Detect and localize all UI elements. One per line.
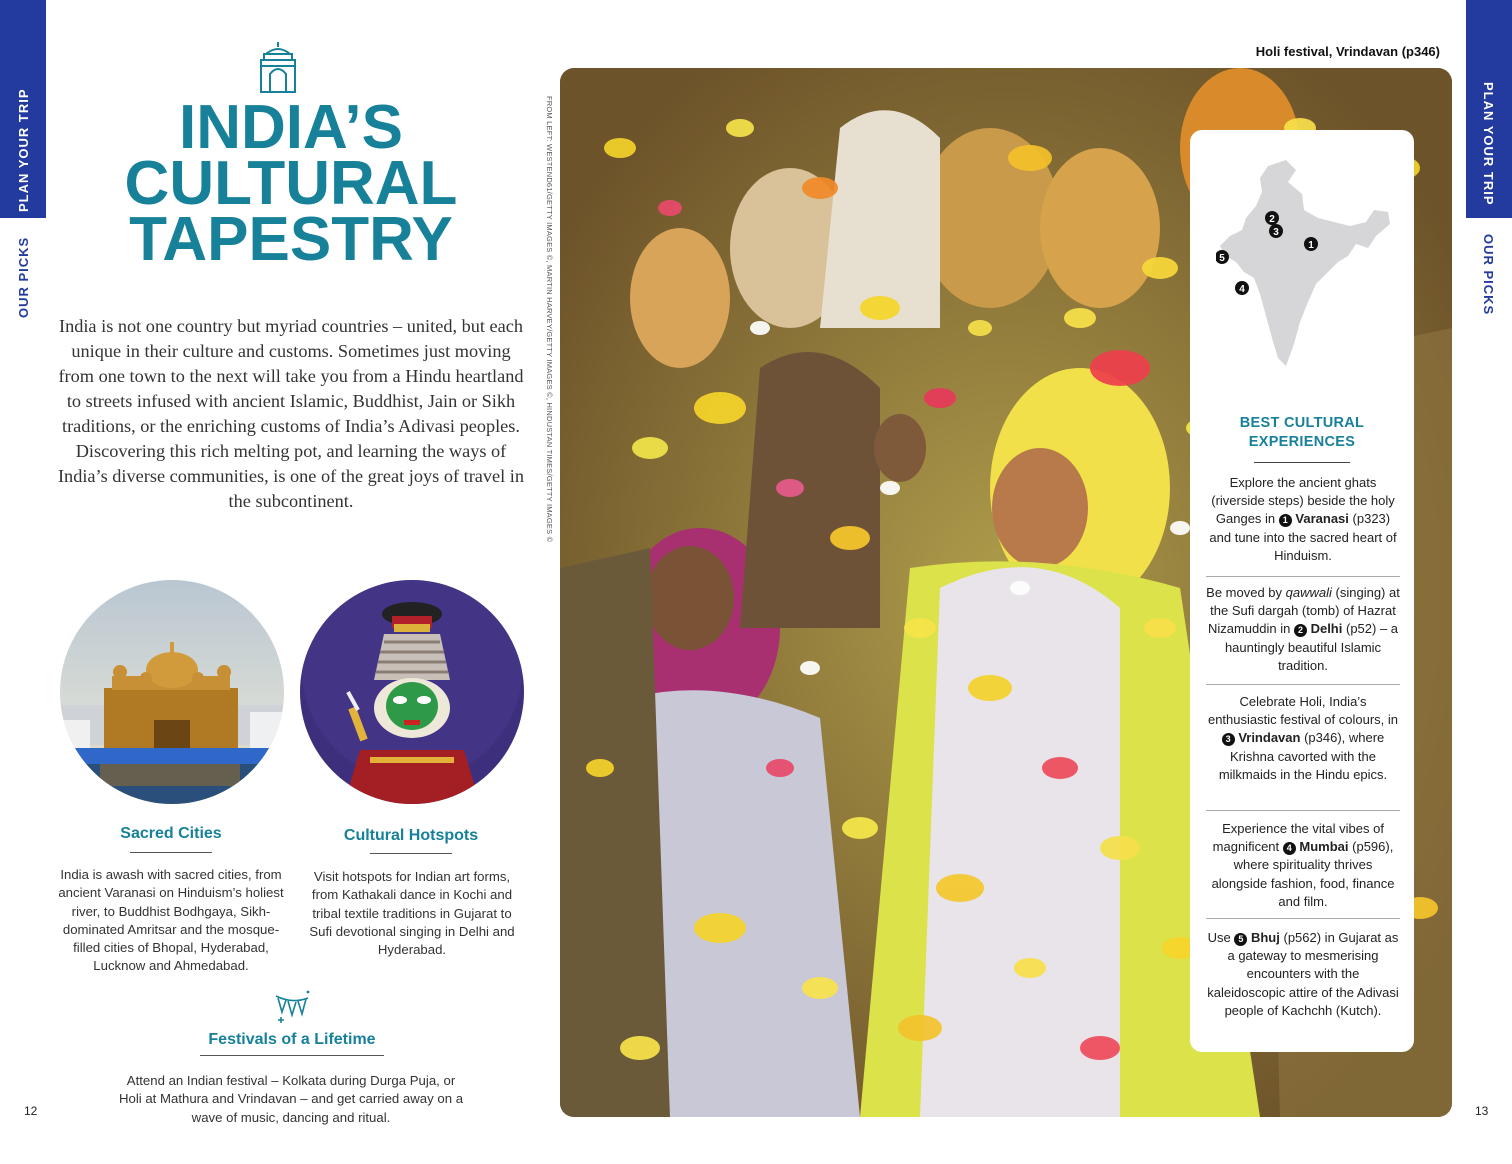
- experience-divider: [1206, 810, 1400, 811]
- left-section-label: PLAN YOUR TRIP: [16, 88, 31, 212]
- kathakali-dancer-photo: [300, 580, 524, 804]
- svg-text:3: 3: [1273, 227, 1279, 238]
- page-number-left: 12: [24, 1104, 38, 1118]
- marker-3-icon: 3: [1222, 733, 1235, 746]
- marker-2-icon: 2: [1294, 624, 1307, 637]
- map-marker-3: [1269, 224, 1283, 238]
- panel-heading-line-1: BEST CULTURAL: [1239, 415, 1365, 431]
- page-number-right: 13: [1475, 1104, 1489, 1118]
- experience-delhi: Be moved by qawwali (singing) at the Sufi dargah (tomb) of Hazrat Nizamuddin in 2 Delhi (p52) – a hauntingly beautiful Islamic tradition.: [1206, 585, 1400, 673]
- intro-paragraph: India is not one country but myriad countries – united, but each unique in their culture and customs. Sometimes just moving from one town to the next will take you from a Hindu heartland to streets infused with ancient Islamic, Buddhist, Jain or Sikh traditions, or the enriching customs of India’s Adivasi peoples. Discovering this rich melting pot, and learning the ways of India’s diverse communities, is one of the great joys of travel in the subcontinent.: [57, 316, 525, 511]
- india-map: [1216, 152, 1391, 374]
- experience-varanasi: Explore the ancient ghats (riverside steps) beside the holy Ganges in 1 Varanasi (p323) and tune into the sacred heart of Hinduism.: [1209, 475, 1397, 563]
- map-marker-4: [1235, 281, 1249, 295]
- experience-divider: [1206, 684, 1400, 685]
- divider-cultural-hotspots: [370, 853, 452, 854]
- svg-text:4: 4: [1239, 284, 1245, 295]
- photo-credit: FROM LEFT: WESTEND61/GETTY IMAGES ©, MARTIN HARVEY/GETTY IMAGES ©, HINDUSTAN TIMES/GETTY IMAGES ©: [545, 96, 554, 543]
- page-title: [60, 93, 522, 274]
- svg-text:5: 5: [1219, 253, 1225, 264]
- section-body-cultural-hotspots: Visit hotspots for Indian art forms, from Kathakali dance in Kochi and tribal textile traditions in Gujarat to Sufi devotional singing in Delhi and Hyderabad.: [309, 869, 515, 958]
- marker-5-icon: 5: [1234, 933, 1247, 946]
- section-heading-festivals: Festivals of a Lifetime: [208, 1031, 376, 1048]
- panel-heading-line-2: EXPERIENCES: [1248, 434, 1356, 450]
- bunting-icon: [272, 990, 312, 1026]
- title-line-2: CULTURAL: [124, 149, 458, 218]
- right-subsection-label: OUR PICKS: [1481, 234, 1496, 316]
- svg-text:1: 1: [1308, 240, 1314, 251]
- map-marker-2: [1265, 211, 1279, 225]
- experience-divider: [1206, 576, 1400, 577]
- section-heading-cultural-hotspots: Cultural Hotspots: [343, 827, 479, 844]
- map-marker-1: [1304, 237, 1318, 251]
- panel-heading: [1190, 414, 1414, 452]
- divider-sacred-cities: [130, 852, 212, 853]
- divider-festivals: [200, 1055, 384, 1056]
- svg-text:2: 2: [1269, 214, 1275, 225]
- photo-caption: Holi festival, Vrindavan (p346): [1255, 44, 1440, 59]
- golden-temple-photo: [60, 580, 284, 804]
- left-subsection-label: OUR PICKS: [16, 236, 31, 318]
- right-section-label: PLAN YOUR TRIP: [1481, 82, 1496, 206]
- best-cultural-experiences-panel: [1190, 130, 1414, 1052]
- experience-divider: [1206, 918, 1400, 919]
- section-body-sacred-cities: India is awash with sacred cities, from ancient Varanasi on Hinduism’s holiest river, to Buddhist Bodhgaya, Sikh-dominated Amritsar and the mosque-filled cities of Bhopal, Hyderabad, Lucknow and Ahmedabad.: [58, 867, 284, 974]
- section-heading-sacred-cities: Sacred Cities: [120, 825, 222, 842]
- title-line-3: TAPESTRY: [129, 205, 453, 274]
- section-body-festivals: Attend an Indian festival – Kolkata during Durga Puja, or Holi at Mathura and Vrindavan – and get carried away on a wave of music, dancing and ritual.: [118, 1073, 464, 1125]
- marker-4-icon: 4: [1283, 842, 1296, 855]
- experience-mumbai: Experience the vital vibes of magnificent 4 Mumbai (p596), where spirituality thrives alongside fashion, food, finance and film.: [1211, 821, 1395, 909]
- experience-vrindavan: Celebrate Holi, India’s enthusiastic festival of colours, in 3 Vrindavan (p346), where Krishna cavorted with the milkmaids in the Hindu epics.: [1207, 694, 1399, 782]
- temple-gate-icon: [258, 40, 298, 94]
- marker-1-icon: 1: [1279, 514, 1292, 527]
- title-line-1: INDIA’S: [179, 93, 403, 162]
- panel-heading-divider: [1254, 462, 1350, 463]
- experience-bhuj: Use 5 Bhuj (p562) in Gujarat as a gateway to mesmerising encounters with the kaleidoscopic attire of the Adivasi people of Kachchh (Kutch).: [1207, 930, 1399, 1018]
